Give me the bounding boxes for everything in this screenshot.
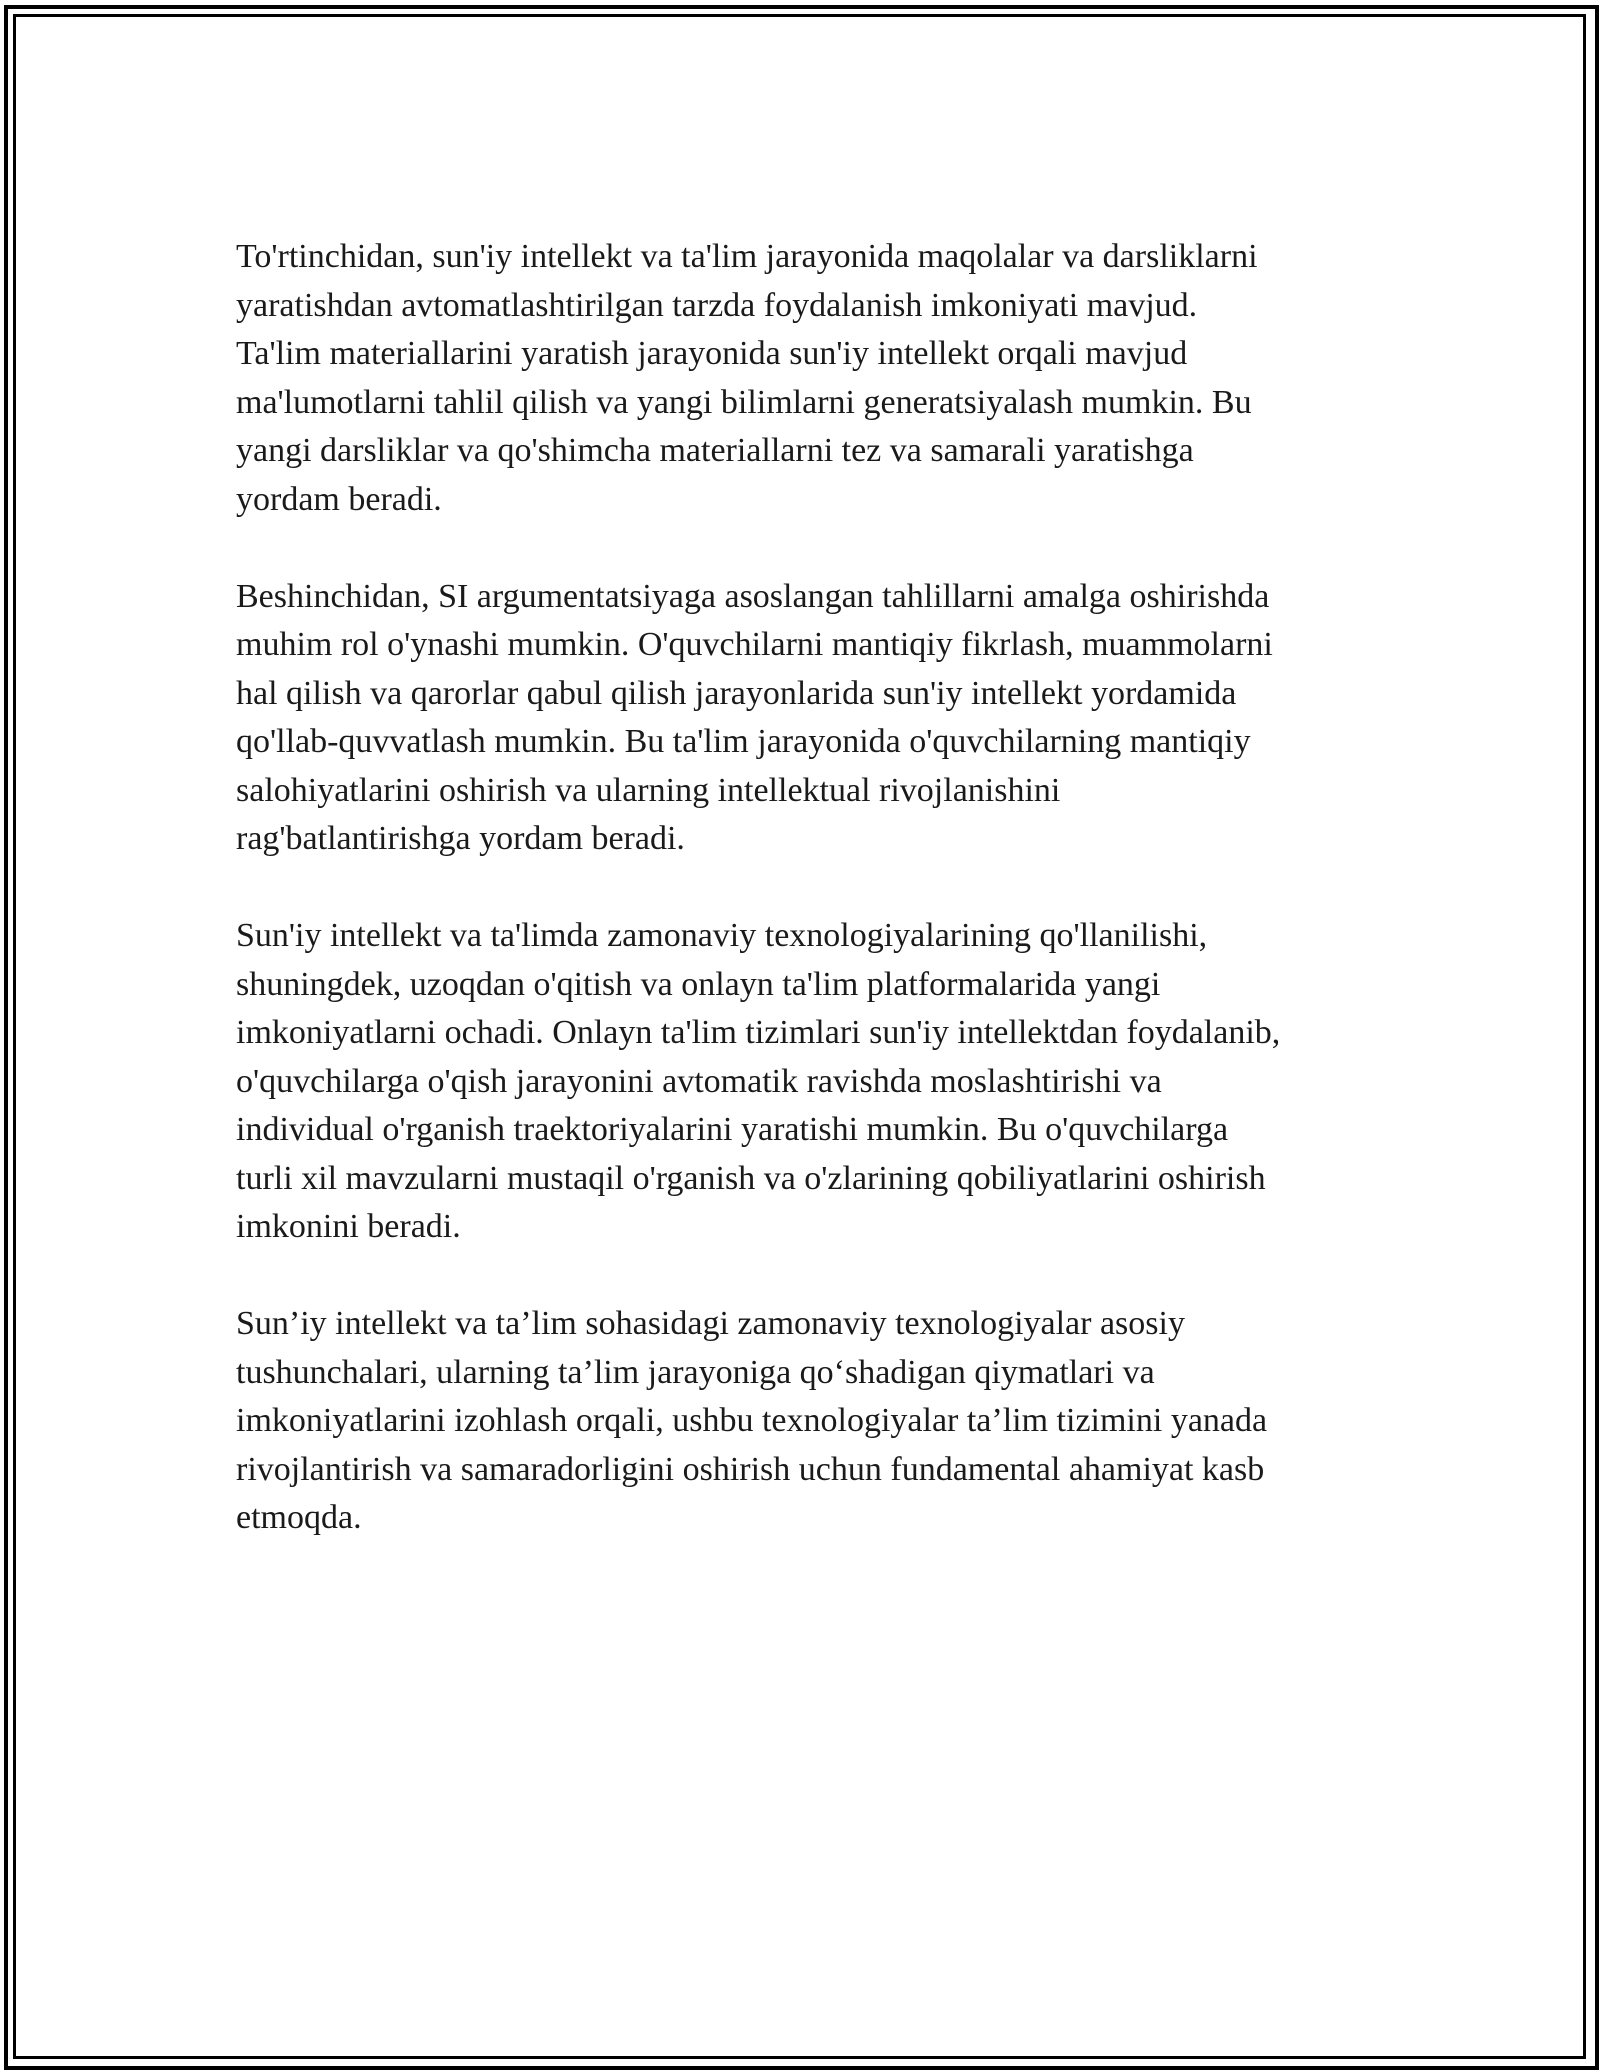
- text-line: Beshinchidan, SI argumentatsiyaga asoslangan tahlillarni amalga oshirishda: [236, 577, 1270, 615]
- text-line: rag'batlantirishga yordam beradi.: [236, 820, 685, 857]
- text-line: o'quvchilarga o'qish jarayonini avtomatik ravishda moslashtirishi va: [236, 1062, 1162, 1100]
- text-line: hal qilish va qarorlar qabul qilish jarayonlarida sun'iy intellekt yordamida: [236, 674, 1237, 712]
- document-body: [236, 233, 1386, 1591]
- text-line: individual o'rganish traektoriyalarini yaratishi mumkin. Bu o'quvchilarga: [236, 1111, 1229, 1148]
- paragraph-2: [236, 573, 1386, 864]
- text-line: Ta'lim materiallarini yaratish jarayonida sun'iy intellekt orqali mavjud: [236, 335, 1188, 372]
- text-line: imkoniyatlarini izohlash orqali, ushbu texnologiyalar ta’lim tizimini yanada: [236, 1402, 1268, 1439]
- text-line: yangi darsliklar va qo'shimcha materiallarni tez va samarali yaratishga: [236, 432, 1194, 469]
- text-line: qo'llab-quvvatlash mumkin. Bu ta'lim jarayonida o'quvchilarning mantiqiy: [236, 723, 1251, 760]
- text-line: yordam beradi.: [236, 480, 442, 518]
- text-line: shuningdek, uzoqdan o'qitish va onlayn ta'lim platformalarida yangi: [236, 965, 1161, 1003]
- text-line: rivojlantirish va samaradorligini oshirish uchun fundamental ahamiyat kasb: [236, 1450, 1265, 1488]
- text-line: tushunchalari, ularning ta’lim jarayoniga qo‘shadigan qiymatlari va: [236, 1353, 1155, 1391]
- text-line: imkoniyatlarni ochadi. Onlayn ta'lim tizimlari sun'iy intellektdan foydalanib,: [236, 1014, 1281, 1051]
- paragraph-3: [236, 912, 1386, 1252]
- text-line: Sun’iy intellekt va ta’lim sohasidagi zamonaviy texnologiyalar asosiy: [236, 1305, 1185, 1342]
- text-line: yaratishdan avtomatlashtirilgan tarzda foydalanish imkoniyati mavjud.: [236, 286, 1198, 324]
- paragraph-4: [236, 1300, 1386, 1543]
- text-line: To'rtinchidan, sun'iy intellekt va ta'lim jarayonida maqolalar va darsliklarni: [236, 238, 1258, 275]
- text-line: turli xil mavzularni mustaqil o'rganish va o'zlarining qobiliyatlarini oshirish: [236, 1159, 1266, 1197]
- text-line: etmoqda.: [236, 1499, 362, 1536]
- text-line: salohiyatlarini oshirish va ularning intellektual rivojlanishini: [236, 771, 1061, 809]
- text-line: imkonini beradi.: [236, 1208, 461, 1245]
- text-line: ma'lumotlarni tahlil qilish va yangi bilimlarni generatsiyalash mumkin. Bu: [236, 383, 1252, 421]
- paragraph-1: [236, 233, 1386, 524]
- text-line: muhim rol o'ynashi mumkin. O'quvchilarni mantiqiy fikrlash, muammolarni: [236, 626, 1273, 663]
- text-line: Sun'iy intellekt va ta'limda zamonaviy texnologiyalarining qo'llanilishi,: [236, 917, 1208, 954]
